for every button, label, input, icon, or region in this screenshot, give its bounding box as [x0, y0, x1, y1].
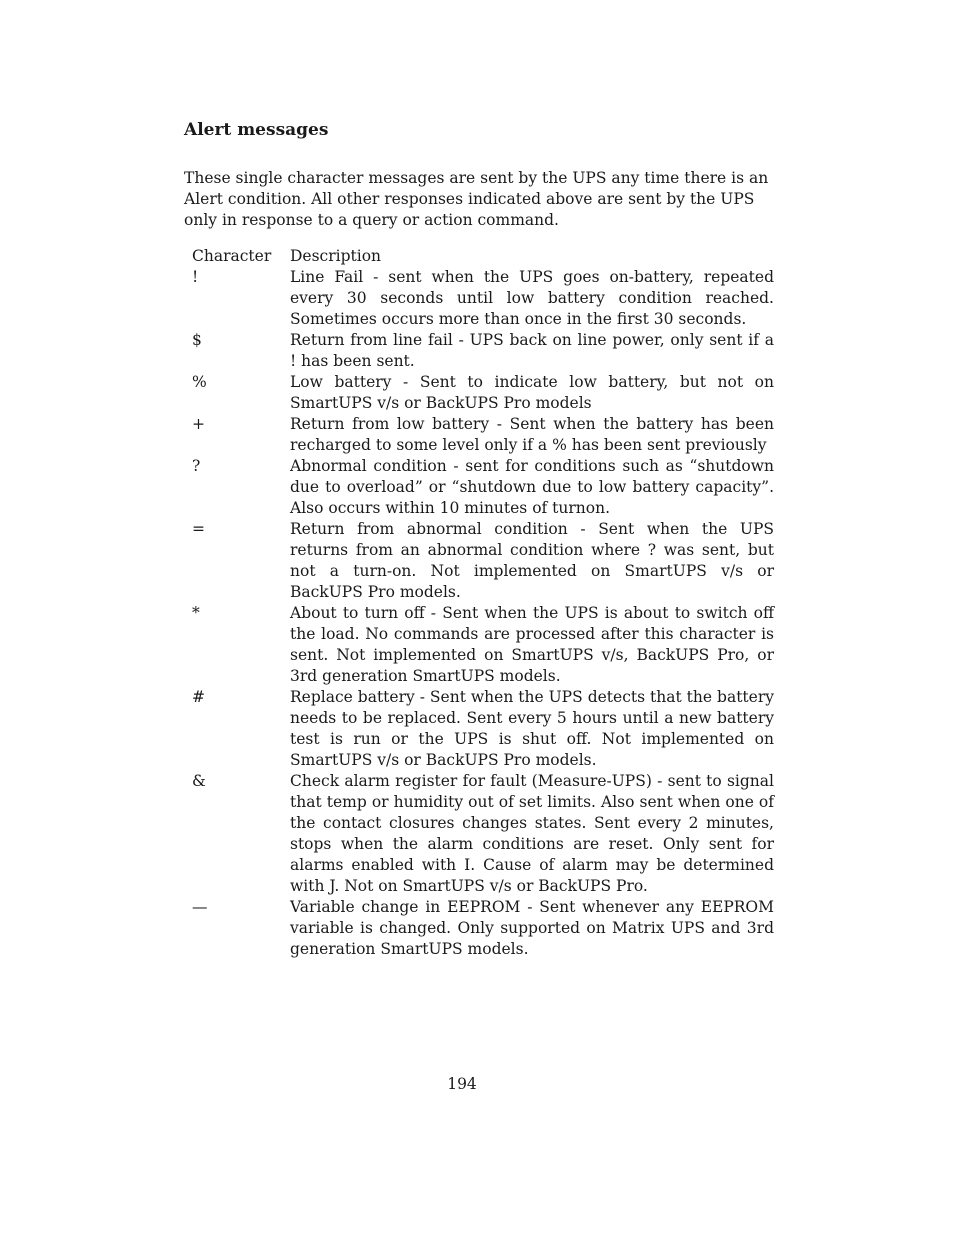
- intro-paragraph: These single character messages are sent by the UPS any time there is an Alert condition. All other responses indicated above are sent by the UPS only in response to a query or action command.: [184, 169, 769, 229]
- alert-description: Return from line fail - UPS back on line power, only sent if a ! has been sent.: [290, 331, 774, 370]
- alert-character: =: [192, 520, 205, 538]
- table-row: [192, 414, 774, 456]
- alert-description: Replace battery - Sent when the UPS detects that the battery needs to be replaced. Sent every 5 hours until a new battery test is run or the UPS is shut off. Not implemented on SmartUPS v/s or BackUPS Pro models.: [290, 688, 774, 769]
- column-header-character: Character: [192, 247, 272, 265]
- alert-description: Variable change in EEPROM - Sent whenever any EEPROM variable is changed. Only supported on Matrix UPS and 3rd generation SmartUPS models.: [290, 898, 774, 958]
- alert-messages-table: [192, 246, 774, 960]
- page-number: 194: [447, 1075, 477, 1093]
- alert-description: Line Fail - sent when the UPS goes on-battery, repeated every 30 seconds until low battery condition reached. Sometimes occurs more than once in the first 30 seconds.: [290, 268, 774, 328]
- table-header-row: [192, 246, 774, 267]
- alert-character: #: [192, 688, 205, 706]
- alert-description: Abnormal condition - sent for conditions such as “shutdown due to overload” or “shutdown due to low battery capacity”. Also occurs within 10 minutes of turnon.: [290, 457, 774, 517]
- alert-character: +: [192, 415, 205, 433]
- table-row: [192, 687, 774, 771]
- table-row: [192, 519, 774, 603]
- table-row: [192, 603, 774, 687]
- table-row: [192, 330, 774, 372]
- table-row: [192, 771, 774, 897]
- table-row: [192, 456, 774, 519]
- alert-character: &: [192, 772, 206, 790]
- alert-character: !: [192, 268, 199, 286]
- alert-description: Check alarm register for fault (Measure-UPS) - sent to signal that temp or humidity out of set limits. Also sent when one of the contact closures changes states. Sent every 2 minutes, stops when the alarm conditions are reset. Only sent for alarms enabled with I. Cause of alarm may be determined with J. Not on SmartUPS v/s or BackUPS Pro.: [290, 772, 774, 895]
- table-row: [192, 372, 774, 414]
- table-row: [192, 897, 774, 960]
- table-row: [192, 267, 774, 330]
- alert-character: —: [192, 898, 208, 916]
- document-page: [184, 0, 774, 1235]
- alert-description: Return from low battery - Sent when the battery has been recharged to some level only if a % has been sent previously: [290, 415, 774, 454]
- section-title: Alert messages: [184, 120, 329, 140]
- column-header-description: Description: [290, 247, 382, 265]
- alert-character: $: [192, 331, 202, 349]
- alert-character: ?: [192, 457, 201, 475]
- alert-character: %: [192, 373, 207, 391]
- alert-description: Low battery - Sent to indicate low battery, but not on SmartUPS v/s or BackUPS Pro models: [290, 373, 774, 412]
- alert-description: Return from abnormal condition - Sent when the UPS returns from an abnormal condition where ? was sent, but not a turn-on. Not implemented on SmartUPS v/s or BackUPS Pro models.: [290, 520, 774, 601]
- alert-character: *: [192, 604, 200, 622]
- alert-description: About to turn off - Sent when the UPS is about to switch off the load. No commands are processed after this character is sent. Not implemented on SmartUPS v/s, BackUPS Pro, or 3rd generation SmartUPS models.: [290, 604, 774, 685]
